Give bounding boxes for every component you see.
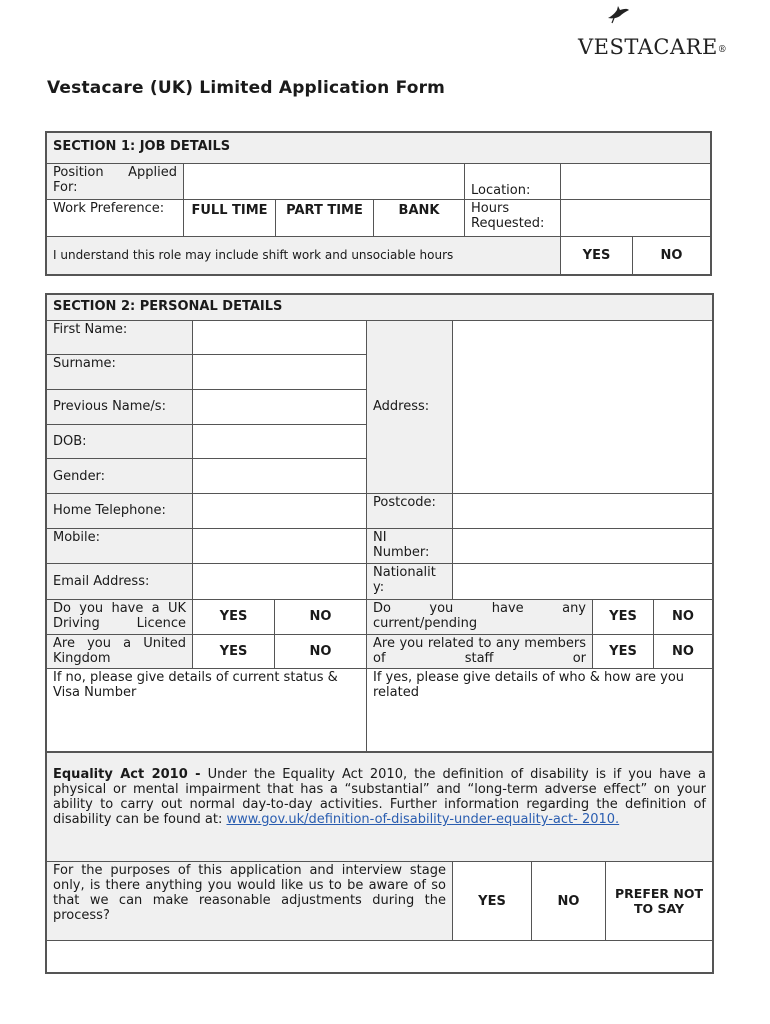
related-details-field[interactable]: If yes, please give details of who & how are you related — [367, 669, 713, 752]
position-label: Position Applied For: — [47, 164, 184, 200]
driving-yes-option[interactable]: YES — [193, 599, 275, 634]
related-no-option[interactable]: NO — [654, 634, 713, 669]
section-2-heading: SECTION 2: PERSONAL DETAILS — [47, 295, 713, 321]
previous-names-label: Previous Name/s: — [47, 389, 193, 424]
uk-no-option[interactable]: NO — [275, 634, 367, 669]
shift-no-option[interactable]: NO — [633, 236, 711, 274]
dob-label: DOB: — [47, 424, 193, 459]
location-input[interactable] — [561, 164, 711, 200]
dob-input[interactable] — [193, 424, 367, 459]
postcode-label: Postcode: — [367, 493, 453, 528]
gender-input[interactable] — [193, 459, 367, 494]
gender-label: Gender: — [47, 459, 193, 494]
vestacare-logo — [576, 2, 726, 62]
section-1-heading: SECTION 1: JOB DETAILS — [47, 133, 711, 164]
postcode-input[interactable] — [453, 493, 713, 528]
adjustments-yes-option[interactable]: YES — [453, 862, 532, 941]
home-telephone-input[interactable] — [193, 493, 367, 528]
surname-input[interactable] — [193, 355, 367, 390]
related-yes-option[interactable]: YES — [593, 634, 654, 669]
adjustments-details-field[interactable] — [47, 941, 713, 973]
bank-option[interactable]: BANK — [374, 200, 465, 236]
uk-question: Are you a United Kingdom — [47, 634, 193, 669]
driving-no-option[interactable]: NO — [275, 599, 367, 634]
ni-number-label: NI Number: — [367, 528, 453, 564]
position-input[interactable] — [184, 164, 465, 200]
work-preference-label: Work Preference: — [47, 200, 184, 236]
nationality-input[interactable] — [453, 564, 713, 600]
home-telephone-label: Home Telephone: — [47, 493, 193, 528]
adjustments-no-option[interactable]: NO — [532, 862, 606, 941]
mobile-label: Mobile: — [47, 528, 193, 564]
section-1-table — [46, 132, 711, 275]
offence-no-option[interactable]: NO — [654, 599, 713, 634]
related-question: Are you related to any members of staff or — [367, 634, 593, 669]
first-name-input[interactable] — [193, 320, 367, 355]
equality-table — [46, 752, 713, 973]
registered-mark: ® — [717, 45, 728, 55]
disability-definition-link[interactable]: www.gov.uk/definition-of-disability-under-equality-act- 2010. — [226, 812, 620, 827]
first-name-label: First Name: — [47, 320, 193, 355]
offence-yes-option[interactable]: YES — [593, 599, 654, 634]
bird-icon — [606, 4, 630, 24]
hours-requested-input[interactable] — [561, 200, 711, 236]
email-input[interactable] — [193, 564, 367, 600]
shift-work-statement: I understand this role may include shift work and unsociable hours — [47, 236, 561, 274]
nationality-label: Nationality: — [367, 564, 453, 600]
adjustments-question: For the purposes of this application and interview stage only, is there anything you would like us to be aware of so that we can make reasonable adjustments during the process? — [47, 862, 453, 941]
driving-licence-question: Do you have a UK Driving Licence — [47, 599, 193, 634]
ni-number-input[interactable] — [453, 528, 713, 564]
section-2-table — [46, 294, 713, 752]
page-title: Vestacare (UK) Limited Application Form — [47, 78, 446, 98]
part-time-option[interactable]: PART TIME — [276, 200, 374, 236]
full-time-option[interactable]: FULL TIME — [184, 200, 276, 236]
location-label: Location: — [465, 164, 561, 200]
mobile-input[interactable] — [193, 528, 367, 564]
equality-text: Under the Equality Act 2010, the definition of disability is if you have a physical or mental impairment that has a “substantial” and “long-term adverse effect” on your ability to carry out normal day-to-day activities. Further information regarding the definition of disability can be found at: — [53, 767, 707, 827]
offence-question: Do you have any current/pending — [367, 599, 593, 634]
previous-names-input[interactable] — [193, 389, 367, 424]
equality-act-notice — [47, 753, 713, 862]
surname-label: Surname: — [47, 355, 193, 390]
shift-yes-option[interactable]: YES — [561, 236, 633, 274]
email-label: Email Address: — [47, 564, 193, 600]
address-label: Address: — [367, 320, 453, 493]
visa-details-field[interactable]: If no, please give details of current status & Visa Number — [47, 669, 367, 752]
hours-requested-label: Hours Requested: — [465, 200, 561, 236]
logo-wordmark — [578, 35, 727, 59]
address-input[interactable] — [453, 320, 713, 493]
adjustments-prefer-not-option[interactable]: PREFER NOT TO SAY — [606, 862, 713, 941]
equality-heading: Equality Act 2010 - — [53, 767, 201, 782]
logo-text: VESTACARE — [578, 35, 718, 59]
uk-yes-option[interactable]: YES — [193, 634, 275, 669]
